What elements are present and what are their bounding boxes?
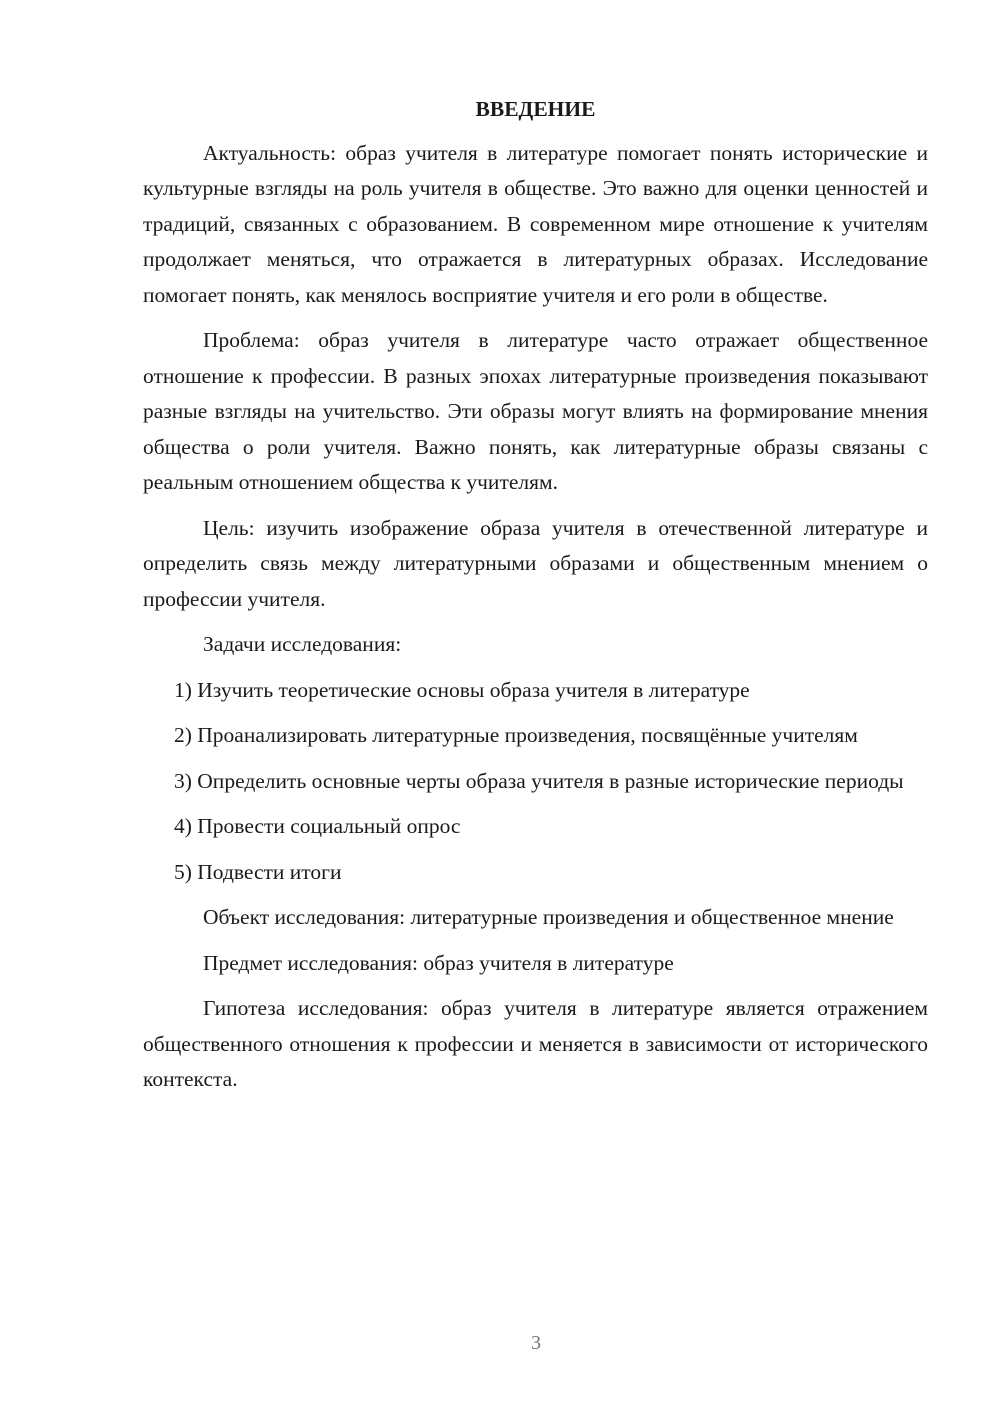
task-item: 3) Определить основные черты образа учителя в разные исторические периоды [174, 768, 904, 793]
hypothesis-paragraph: Гипотеза исследования: образ учителя в литературе является отражением общественного отношения к профессии и меняется в зависимости от исторического контекста. [143, 996, 928, 1091]
tasks-title: Задачи исследования: [203, 632, 402, 656]
task-item: 2) Проанализировать литературные произведения, посвящённые учителям [174, 723, 858, 747]
task-item: 5) Подвести итоги [174, 859, 342, 884]
task-item: 4) Провести социальный опрос [174, 814, 461, 838]
subject-paragraph: Предмет исследования: образ учителя в литературе [203, 950, 674, 975]
page-number: 3 [531, 1332, 541, 1354]
page-content [143, 92, 928, 1108]
problem-paragraph: Проблема: образ учителя в литературе часто отражает общественное отношение к профессии. В разных эпохах литературные произведения показывают разные взгляды на учительство. Эти образы могут влиять на формирование мнения общества о роли учителя. Важно понять, как литературные образы связаны с реальным отношением общества к учителям. [143, 328, 928, 494]
goal-paragraph: Цель: изучить изображение образа учителя в отечественной литературе и определить связь между литературными образами и общественным мнением о профессии учителя. [143, 515, 928, 611]
object-paragraph: Объект исследования: литературные произведения и общественное мнение [203, 905, 894, 929]
task-item: 1) Изучить теоретические основы образа учителя в литературе [174, 677, 750, 702]
section-heading: ВВЕДЕНИЕ [475, 97, 596, 121]
relevance-paragraph: Актуальность: образ учителя в литературе помогает понять исторические и культурные взгляды на роль учителя в обществе. Это важно для оценки ценностей и традиций, связанных с образованием. В современном мире отношение к учителям продолжает меняться, что отражается в литературных образах. Исследование помогает понять, как менялось восприятие учителя и его роли в обществе. [143, 140, 928, 307]
